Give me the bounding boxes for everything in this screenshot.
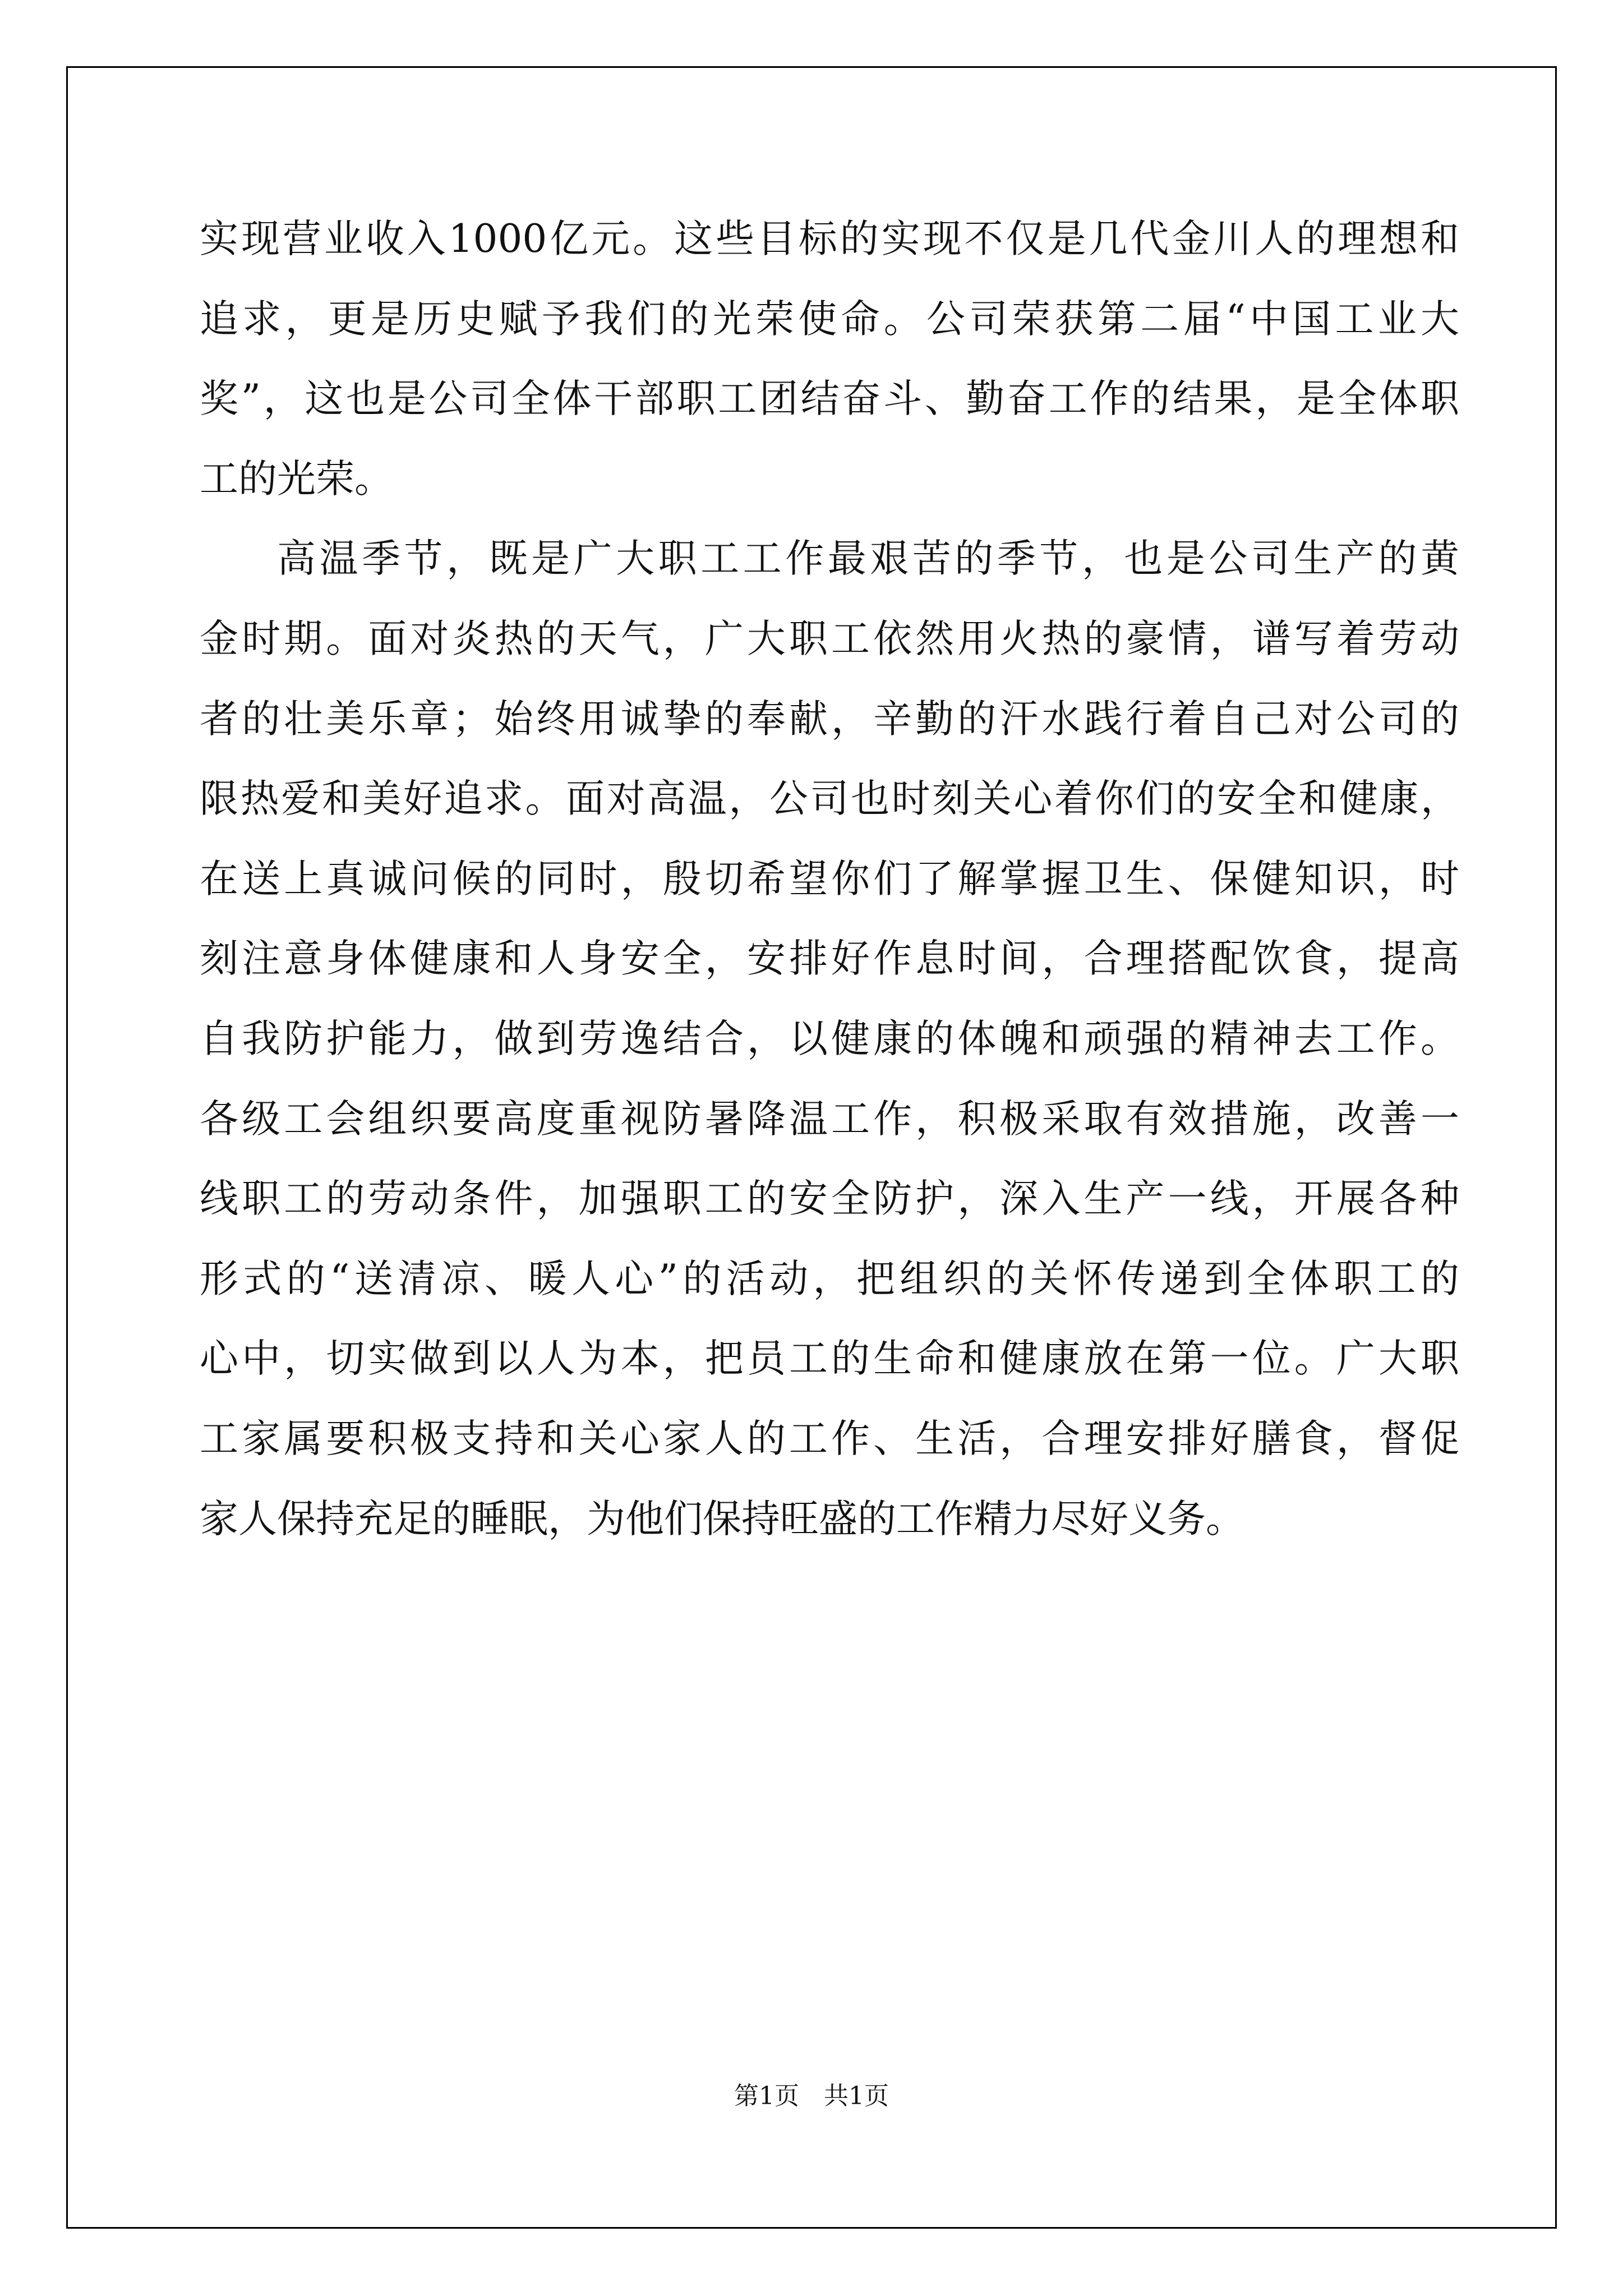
text-line: 追求，更是历史赋予我们的光荣使命。公司荣获第二届“中国工业大 — [200, 296, 1459, 342]
text-line: 心中，切实做到以人为本，把员工的生命和健康放在第一位。广大职 — [200, 1336, 1459, 1382]
text-line: 实现营业收入1000亿元。这些目标的实现不仅是几代金川人的理想和 — [200, 217, 1459, 261]
text-line: 各级工会组织要高度重视防暑降温工作，积极采取有效措施，改善一 — [200, 1096, 1459, 1142]
text-line: 金时期。面对炎热的天气，广大职工依然用火热的豪情，谱写着劳动 — [200, 616, 1459, 661]
text-line: 限热爱和美好追求。面对高温，公司也时刻关心着你们的安全和健康， — [200, 776, 1459, 822]
text-line: 刻注意身体健康和人身安全，安排好作息时间，合理搭配饮食，提高 — [200, 936, 1459, 982]
text-line: 工家属要积极支持和关心家人的工作、生活，合理安排好膳食，督促 — [200, 1416, 1459, 1461]
page-footer — [0, 2076, 1623, 2111]
document-body — [200, 199, 1459, 1559]
text-line: 家人保持充足的睡眠，为他们保持旺盛的工作精力尽好义务。 — [200, 1496, 1244, 1542]
paragraph-2 — [200, 519, 1459, 1559]
text-line: 者的壮美乐章；始终用诚挚的奉献，辛勤的汗水践行着自己对公司的 — [200, 696, 1459, 742]
paragraph-1 — [200, 199, 1459, 519]
text-line: 奖”，这也是公司全体干部职工团结奋斗、勤奋工作的结果，是全体职 — [200, 376, 1459, 422]
text-line: 自我防护能力，做到劳逸结合，以健康的体魄和顽强的精神去工作。 — [200, 1016, 1459, 1061]
page-number: 第1页 共1页 — [734, 2082, 889, 2110]
text-line: 工的光荣。 — [200, 456, 393, 501]
text-line: 线职工的劳动条件，加强职工的安全防护，深入生产一线，开展各种 — [200, 1176, 1459, 1222]
text-line: 形式的“送清凉、暖人心”的活动，把组织的关怀传递到全体职工的 — [200, 1256, 1459, 1301]
text-line: 在送上真诚问候的同时，殷切希望你们了解掌握卫生、保健知识，时 — [200, 856, 1459, 901]
text-line: 高温季节，既是广大职工工作最艰苦的季节，也是公司生产的黄 — [277, 536, 1459, 582]
